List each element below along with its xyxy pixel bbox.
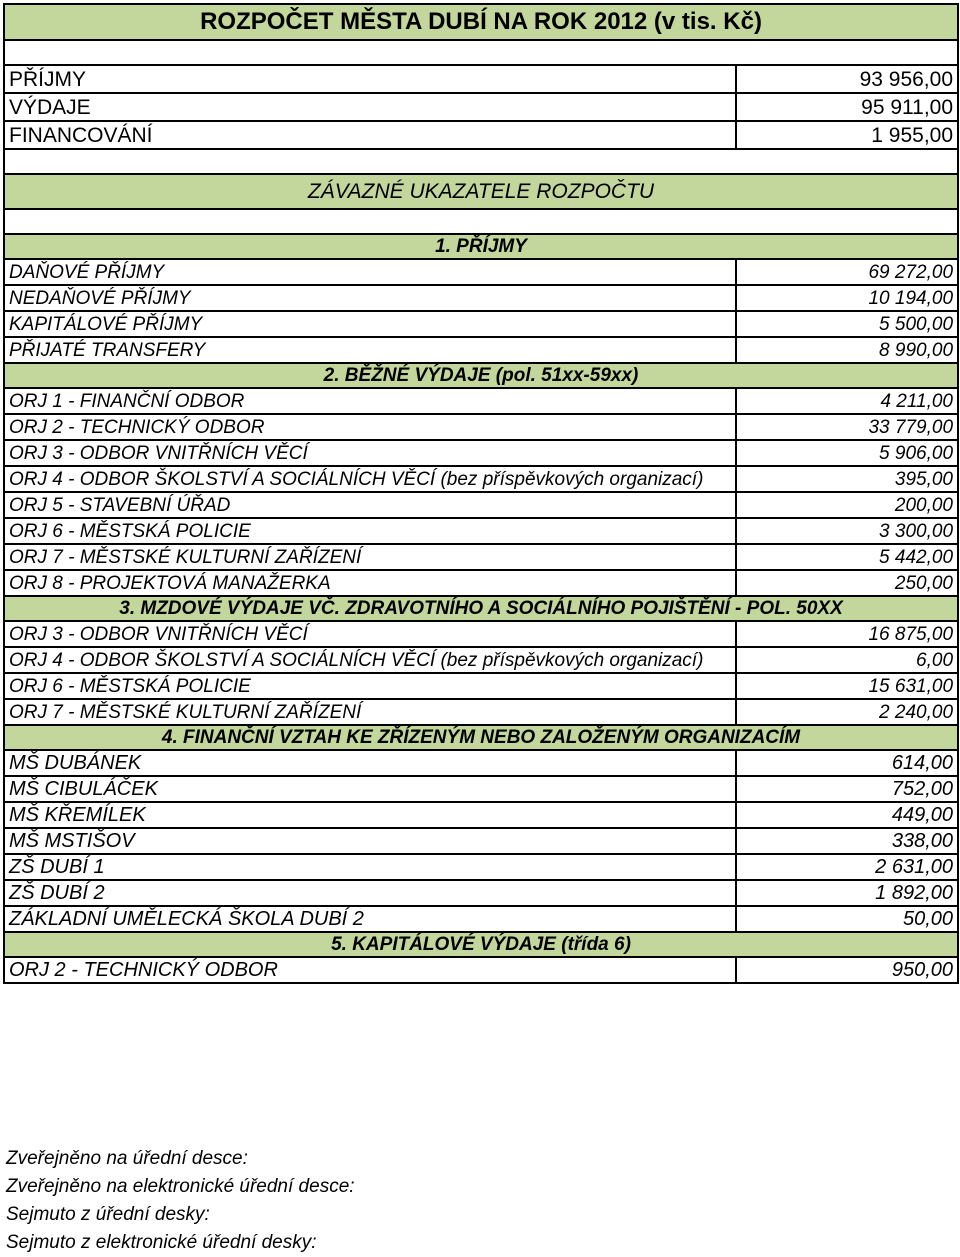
budget-table: [3, 3, 959, 984]
row-value: 950,00: [736, 957, 958, 983]
row-value: 5 906,00: [736, 440, 958, 466]
summary-row-vydaje: [4, 93, 958, 121]
publication-notes: [6, 1145, 355, 1257]
summary-value: 95 911,00: [736, 93, 958, 121]
row-value: 50,00: [736, 906, 958, 932]
row-value: 6,00: [736, 647, 958, 673]
row-label: ORJ 3 - ODBOR VNITŘNÍCH VĚCÍ: [4, 621, 736, 647]
table-row: [4, 311, 958, 337]
footer-line: Sejmuto z úřední desky:: [6, 1204, 210, 1225]
section-heading-row: [4, 234, 958, 259]
row-value: 338,00: [736, 828, 958, 854]
table-row: [4, 673, 958, 699]
table-row: [4, 802, 958, 828]
row-label: MŠ CIBULÁČEK: [4, 776, 736, 802]
table-row: [4, 699, 958, 725]
section-heading-row: [4, 596, 958, 621]
row-label: ORJ 2 - TECHNICKÝ ODBOR: [4, 957, 736, 983]
page-title: ROZPOČET MĚSTA DUBÍ NA ROK 2012 (v tis. Kč): [4, 4, 958, 40]
table-row: [4, 544, 958, 570]
row-label: ORJ 7 - MĚSTSKÉ KULTURNÍ ZAŘÍZENÍ: [4, 544, 736, 570]
row-label: ORJ 1 - FINANČNÍ ODBOR: [4, 388, 736, 414]
row-label: KAPITÁLOVÉ PŘÍJMY: [4, 311, 736, 337]
table-row: [4, 776, 958, 802]
table-row: [4, 388, 958, 414]
row-label: ORJ 6 - MĚSTSKÁ POLICIE: [4, 673, 736, 699]
row-label: PŘIJATÉ TRANSFERY: [4, 337, 736, 363]
row-label: MŠ KŘEMÍLEK: [4, 802, 736, 828]
row-value: 395,00: [736, 466, 958, 492]
row-value: 614,00: [736, 750, 958, 776]
row-label: ZŠ DUBÍ 2: [4, 880, 736, 906]
section-heading-row: [4, 363, 958, 388]
binding-indicators-heading: ZÁVAZNÉ UKAZATELE ROZPOČTU: [4, 174, 958, 209]
section-heading-row: [4, 932, 958, 957]
row-label: ORJ 4 - ODBOR ŠKOLSTVÍ A SOCIÁLNÍCH VĚCÍ (bez příspěvkových organizací): [4, 466, 736, 492]
section-heading-row: [4, 725, 958, 750]
summary-label: VÝDAJE: [4, 93, 736, 121]
row-value: 752,00: [736, 776, 958, 802]
table-row: [4, 957, 958, 983]
row-label: ORJ 5 - STAVEBNÍ ÚŘAD: [4, 492, 736, 518]
blank-row: [4, 209, 958, 234]
row-value: 10 194,00: [736, 285, 958, 311]
summary-value: 93 956,00: [736, 65, 958, 93]
table-row: [4, 492, 958, 518]
table-row: [4, 570, 958, 596]
row-value: 3 300,00: [736, 518, 958, 544]
table-row: [4, 414, 958, 440]
table-row: [4, 337, 958, 363]
row-value: 33 779,00: [736, 414, 958, 440]
table-row: [4, 285, 958, 311]
row-value: 15 631,00: [736, 673, 958, 699]
row-label: MŠ MSTIŠOV: [4, 828, 736, 854]
summary-row-financovani: [4, 121, 958, 149]
table-row: [4, 621, 958, 647]
row-label: ORJ 4 - ODBOR ŠKOLSTVÍ A SOCIÁLNÍCH VĚCÍ (bez příspěvkových organizací): [4, 647, 736, 673]
row-label: ORJ 8 - PROJEKTOVÁ MANAŽERKA: [4, 570, 736, 596]
section-heading: 5. KAPITÁLOVÉ VÝDAJE (třída 6): [4, 932, 958, 957]
row-label: MŠ DUBÁNEK: [4, 750, 736, 776]
title-row: [4, 4, 958, 40]
row-label: ZŠ DUBÍ 1: [4, 854, 736, 880]
table-row: [4, 466, 958, 492]
table-row: [4, 647, 958, 673]
row-value: 449,00: [736, 802, 958, 828]
row-value: 16 875,00: [736, 621, 958, 647]
summary-label: FINANCOVÁNÍ: [4, 121, 736, 149]
table-row: [4, 750, 958, 776]
row-value: 2 240,00: [736, 699, 958, 725]
table-row: [4, 880, 958, 906]
row-value: 200,00: [736, 492, 958, 518]
summary-value: 1 955,00: [736, 121, 958, 149]
row-label: DAŇOVÉ PŘÍJMY: [4, 259, 736, 285]
row-value: 8 990,00: [736, 337, 958, 363]
blank-row: [4, 40, 958, 65]
row-label: ORJ 6 - MĚSTSKÁ POLICIE: [4, 518, 736, 544]
row-value: 2 631,00: [736, 854, 958, 880]
summary-label: PŘÍJMY: [4, 65, 736, 93]
row-label: ORJ 2 - TECHNICKÝ ODBOR: [4, 414, 736, 440]
row-value: 4 211,00: [736, 388, 958, 414]
row-label: ZÁKLADNÍ UMĚLECKÁ ŠKOLA DUBÍ 2: [4, 906, 736, 932]
footer-line: Sejmuto z elektronické úřední desky:: [6, 1232, 317, 1253]
row-value: 69 272,00: [736, 259, 958, 285]
table-row: [4, 259, 958, 285]
blank-row: [4, 149, 958, 174]
row-label: NEDAŇOVÉ PŘÍJMY: [4, 285, 736, 311]
summary-row-prijmy: [4, 65, 958, 93]
row-value: 250,00: [736, 570, 958, 596]
section-heading: 3. MZDOVÉ VÝDAJE VČ. ZDRAVOTNÍHO A SOCIÁLNÍHO POJIŠTĚNÍ - POL. 50XX: [4, 596, 958, 621]
section-heading: 2. BĚŽNÉ VÝDAJE (pol. 51xx-59xx): [4, 363, 958, 388]
row-label: ORJ 7 - MĚSTSKÉ KULTURNÍ ZAŘÍZENÍ: [4, 699, 736, 725]
row-value: 1 892,00: [736, 880, 958, 906]
row-label: ORJ 3 - ODBOR VNITŘNÍCH VĚCÍ: [4, 440, 736, 466]
table-row: [4, 518, 958, 544]
table-row: [4, 828, 958, 854]
table-row: [4, 906, 958, 932]
table-row: [4, 854, 958, 880]
binding-indicators-row: [4, 174, 958, 209]
table-row: [4, 440, 958, 466]
section-heading: 1. PŘÍJMY: [4, 234, 958, 259]
row-value: 5 500,00: [736, 311, 958, 337]
row-value: 5 442,00: [736, 544, 958, 570]
section-heading: 4. FINANČNÍ VZTAH KE ZŘÍZENÝM NEBO ZALOŽENÝM ORGANIZACÍM: [4, 725, 958, 750]
footer-line: Zveřejněno na elektronické úřední desce:: [6, 1176, 355, 1197]
footer-line: Zveřejněno na úřední desce:: [6, 1148, 248, 1169]
